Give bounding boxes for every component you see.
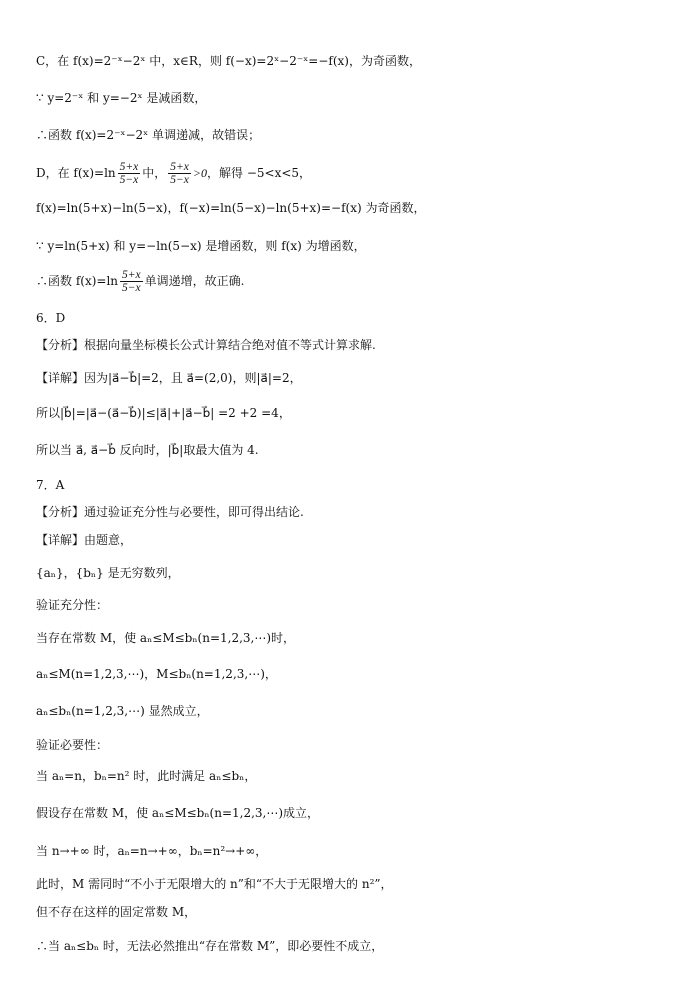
question-number-7: 7．A [36,478,65,492]
text-segment: D，在 f(x)=ln [36,166,116,180]
text-line-necessity-4: 此时，M 需同时“不小于无限增大的 n”和“不大于无限增大的 n²”， [36,877,393,891]
fraction-denominator: 5−x [122,282,141,294]
fraction-numerator: 5+x [170,161,189,173]
fraction-denominator: 5−x [170,174,189,186]
text-line-necessity-title: 验证必要性： [36,738,109,752]
fraction-denominator: 5−x [119,174,139,186]
text-line-necessity-3: 当 n→+∞ 时，aₙ=n→+∞，bₙ=n²→+∞， [36,844,268,858]
fraction [120,269,143,294]
text-line-necessity-5: 但不存在这样的固定常数 M， [36,905,197,919]
text-line-max-value: 所以当 a⃗, a⃗−b⃗ 反向时，|b⃗|取最大值为 4. [36,443,259,457]
text-line-conclusion-c: ∴函数 f(x)=2⁻ˣ−2ˣ 单调递减，故错误； [36,128,261,142]
text-line-analysis-6: 【分析】根据向量坐标模长公式计算结合绝对值不等式计算求解. [36,338,376,352]
text-line-decreasing-functions: ∵ y=2⁻ˣ 和 y=−2ˣ 是减函数， [36,91,207,105]
fraction [168,161,191,186]
text-line-sufficiency-2: aₙ≤M(n=1,2,3,⋯)，M≤bₙ(n=1,2,3,⋯)， [36,667,277,681]
text-segment: >0 [192,166,208,180]
text-line-necessity-2: 假设存在常数 M，使 aₙ≤M≤bₙ(n=1,2,3,⋯)成立， [36,806,320,820]
text-segment: ∴函数 f(x)=ln [36,274,119,288]
text-segment: 单调递增，故正确. [144,274,245,288]
text-line-inequality: 所以|b⃗|=|a⃗−(a⃗−b⃗)|≤|a⃗|+|a⃗−b⃗| =2 +2 =4， [36,406,291,420]
fraction-numerator: 5+x [122,269,141,281]
text-line-necessity-1: 当 aₙ=n，bₙ=n² 时，此时满足 aₙ≤bₙ， [36,769,257,783]
text-line-sufficiency-3: aₙ≤bₙ(n=1,2,3,⋯) 显然成立， [36,704,209,718]
fraction [118,161,141,186]
question-number-6: 6．D [36,311,66,325]
text-line-sufficiency-title: 验证充分性： [36,598,109,612]
fraction-numerator: 5+x [119,161,139,173]
text-line-conclusion-d [36,268,244,294]
text-line-sufficiency-1: 当存在常数 M，使 aₙ≤M≤bₙ(n=1,2,3,⋯)时， [36,631,296,645]
text-line-sequences: {aₙ}，{bₙ} 是无穷数列， [36,566,180,580]
text-line-necessity-conclusion: ∴当 aₙ≤bₙ 时，无法必然推出“存在常数 M”，即必要性不成立， [36,939,384,953]
text-line-detail-7: 【详解】由题意， [36,533,133,547]
text-line-option-c: C，在 f(x)=2⁻ˣ−2ˣ 中，x∈R，则 f(−x)=2ˣ−2⁻ˣ=−f(x)，为奇函数， [36,54,421,68]
text-line-analysis-7: 【分析】通过验证充分性与必要性，即可得出结论. [36,505,304,519]
text-line-ln-odd-function: f(x)=ln(5+x)−ln(5−x)，f(−x)=ln(5−x)−ln(5+x)=−f(x) 为奇函数， [36,201,426,215]
text-line-detail-6: 【详解】因为|a⃗−b⃗|=2，且 a⃗=(2,0)，则|a⃗|=2， [36,371,302,385]
text-line-increasing-functions: ∵ y=ln(5+x) 和 y=−ln(5−x) 是增函数，则 f(x) 为增函数， [36,239,366,253]
text-segment: ，解得 −5<x<5， [207,166,312,180]
text-segment: 中， [142,166,167,180]
text-line-option-d [36,160,311,186]
